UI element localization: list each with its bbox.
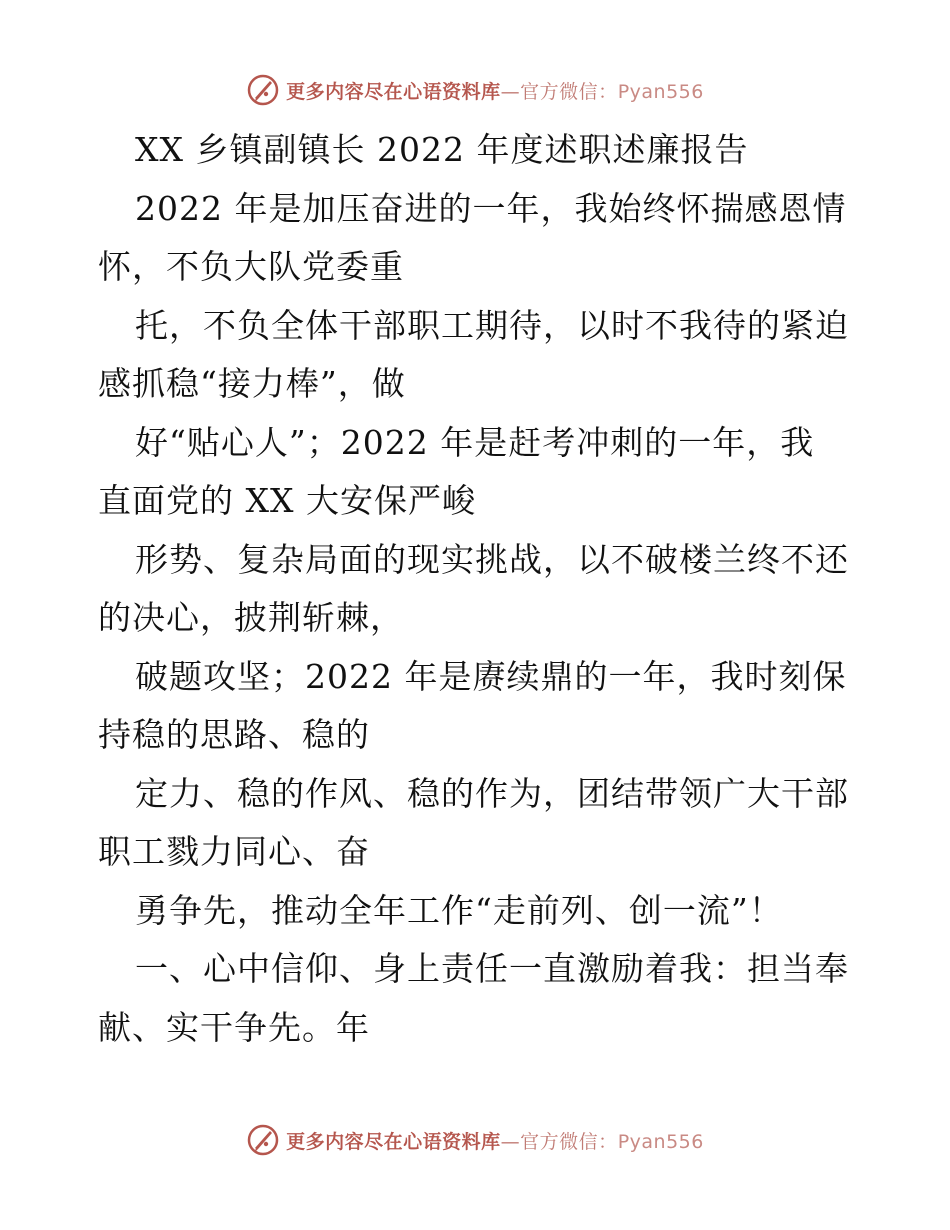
text-line: 定力、稳的作风、稳的作为，团结带领广大干部 bbox=[135, 773, 849, 813]
quill-logo-icon bbox=[246, 1123, 280, 1157]
text-line: 好“贴心人”；2022 年是赶考冲刺的一年，我 bbox=[135, 422, 815, 462]
text-line: 感抓稳“接力棒”，做 bbox=[98, 364, 406, 403]
banner-text bbox=[286, 1127, 704, 1154]
section-heading-line: 一、心中信仰、身上责任一直激励着我：担当奉 bbox=[135, 949, 849, 988]
banner-main-text: 更多内容尽在心语资料库 bbox=[286, 80, 501, 103]
banner-dash: — bbox=[500, 80, 521, 103]
banner-sub-text: 官方微信： bbox=[520, 1130, 618, 1153]
quill-logo-icon bbox=[246, 73, 280, 107]
text-line: 形势、复杂局面的现实挑战，以不破楼兰终不还 bbox=[135, 539, 849, 579]
banner-sub-text: 官方微信： bbox=[520, 80, 618, 103]
banner-wechat-id: Pyan556 bbox=[617, 1130, 704, 1153]
text-line: 持稳的思路、稳的 bbox=[98, 715, 370, 754]
banner-main-text: 更多内容尽在心语资料库 bbox=[286, 1130, 501, 1153]
text-line: 的决心，披荆斩棘， bbox=[98, 598, 404, 637]
text-line: 破题攻坚；2022 年是赓续鼎的一年，我时刻保 bbox=[135, 656, 847, 696]
banner-dash: — bbox=[500, 1130, 521, 1153]
text-line: 勇争先，推动全年工作“走前列、创一流”！ bbox=[135, 890, 783, 930]
document-title: XX 乡镇副镇长 2022 年度述职述廉报告 bbox=[135, 130, 749, 169]
banner-text bbox=[286, 77, 704, 104]
header-watermark-banner bbox=[0, 70, 950, 110]
text-line: 献、实干争先。年 bbox=[98, 1007, 370, 1047]
banner-wechat-id: Pyan556 bbox=[617, 80, 704, 103]
footer-watermark-banner bbox=[0, 1120, 950, 1160]
document-body bbox=[98, 121, 858, 1057]
text-line: 直面党的 XX 大安保严峻 bbox=[98, 481, 476, 520]
text-line: 2022 年是加压奋进的一年，我始终怀揣感恩情 bbox=[135, 188, 847, 228]
text-line: 职工戮力同心、奋 bbox=[98, 832, 370, 871]
text-line: 托，不负全体干部职工期待，以时不我待的紧迫 bbox=[135, 305, 849, 345]
text-line: 怀，不负大队党委重 bbox=[98, 247, 404, 286]
